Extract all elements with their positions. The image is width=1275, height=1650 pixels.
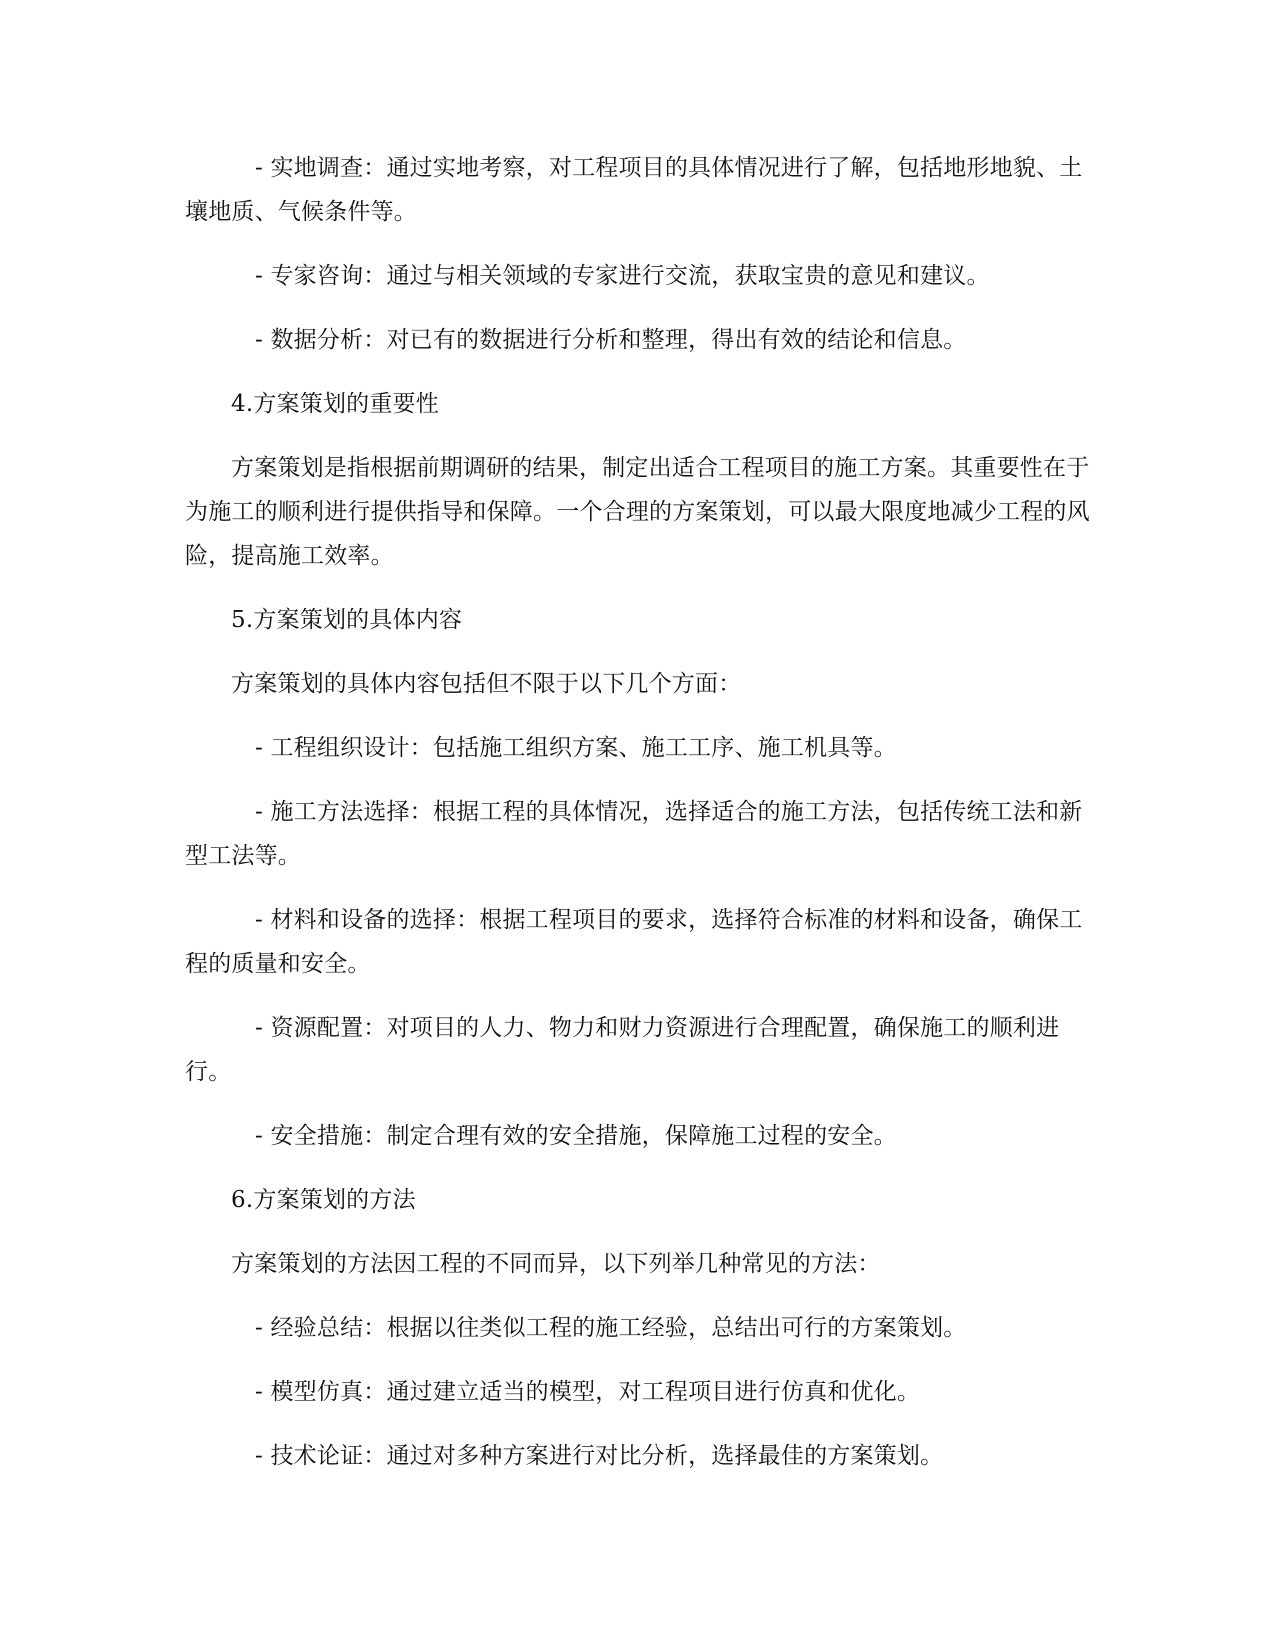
body-paragraph-importance: 方案策划是指根据前期调研的结果，制定出适合工程项目的施工方案。其重要性在于为施工的顺利进行提供指导和保障。一个合理的方案策划，可以最大限度地减少工程的风险，提高施工效率。 bbox=[185, 455, 1090, 569]
bullet-safety-measures: - 安全措施：制定合理有效的安全措施，保障施工过程的安全。 bbox=[255, 1123, 897, 1149]
section-heading-6: 6.方案策划的方法 bbox=[231, 1187, 416, 1213]
bullet-model-simulation: - 模型仿真：通过建立适当的模型，对工程项目进行仿真和优化。 bbox=[255, 1379, 921, 1405]
body-paragraph-content-intro: 方案策划的具体内容包括但不限于以下几个方面： bbox=[231, 671, 742, 697]
section-heading-4: 4.方案策划的重要性 bbox=[231, 391, 439, 417]
document-body bbox=[185, 146, 1090, 1498]
body-paragraph-methods-intro: 方案策划的方法因工程的不同而异，以下列举几种常见的方法： bbox=[231, 1251, 881, 1277]
bullet-technical-demonstration: - 技术论证：通过对多种方案进行对比分析，选择最佳的方案策划。 bbox=[255, 1443, 944, 1469]
bullet-method-selection: - 施工方法选择：根据工程的具体情况，选择适合的施工方法，包括传统工法和新型工法等。 bbox=[185, 799, 1083, 869]
bullet-experience-summary: - 经验总结：根据以往类似工程的施工经验，总结出可行的方案策划。 bbox=[255, 1315, 967, 1341]
bullet-resource-allocation: - 资源配置：对项目的人力、物力和财力资源进行合理配置，确保施工的顺利进行。 bbox=[185, 1015, 1060, 1085]
bullet-data-analysis: - 数据分析：对已有的数据进行分析和整理，得出有效的结论和信息。 bbox=[255, 327, 967, 353]
bullet-organization-design: - 工程组织设计：包括施工组织方案、施工工序、施工机具等。 bbox=[255, 735, 897, 761]
bullet-expert-consultation: - 专家咨询：通过与相关领域的专家进行交流，获取宝贵的意见和建议。 bbox=[255, 263, 990, 289]
bullet-field-survey: - 实地调查：通过实地考察，对工程项目的具体情况进行了解，包括地形地貌、土壤地质、气候条件等。 bbox=[185, 155, 1083, 225]
bullet-material-equipment: - 材料和设备的选择：根据工程项目的要求，选择符合标准的材料和设备，确保工程的质量和安全。 bbox=[185, 907, 1083, 977]
section-heading-5: 5.方案策划的具体内容 bbox=[231, 607, 463, 633]
